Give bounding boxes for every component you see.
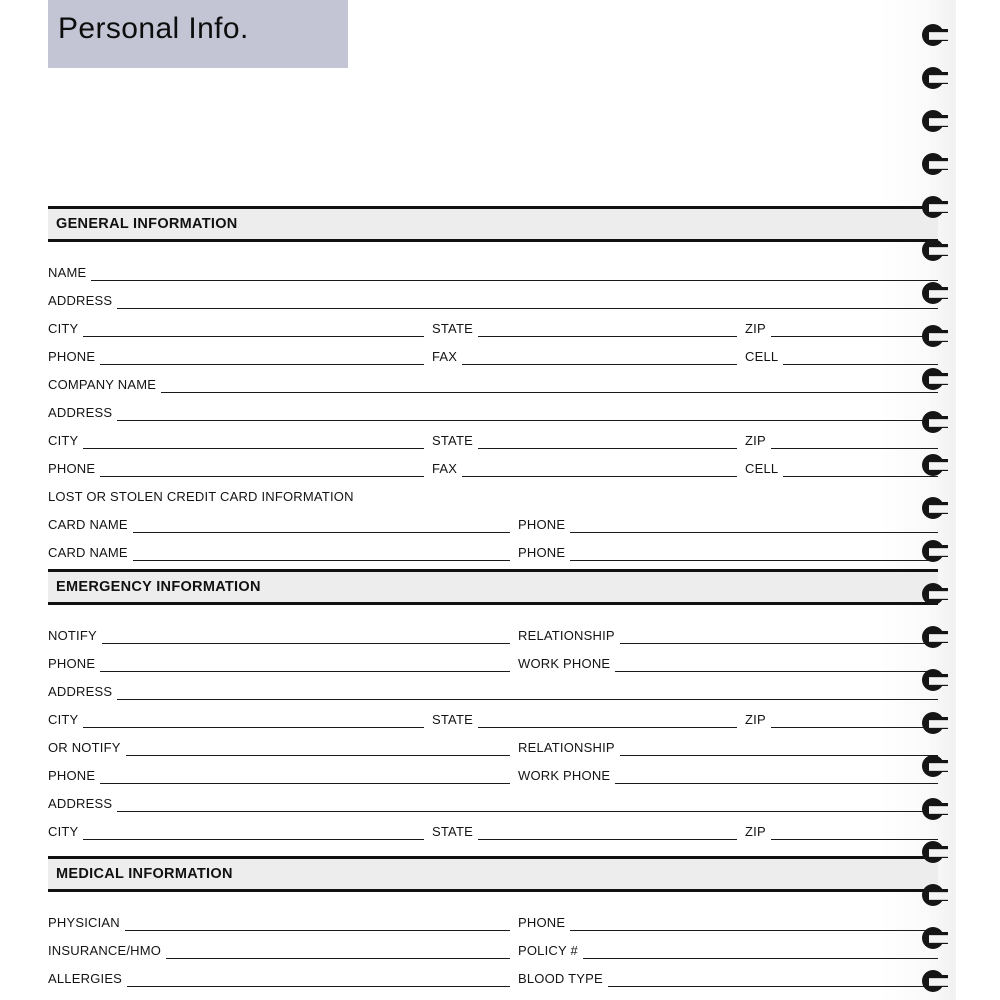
field-write-line[interactable] xyxy=(615,783,938,784)
section-header xyxy=(48,856,938,892)
form-field[interactable] xyxy=(518,962,938,990)
field-write-line[interactable] xyxy=(83,448,424,449)
field-write-line[interactable] xyxy=(478,336,737,337)
field-label: ZIP xyxy=(745,712,766,727)
section-header-label: EMERGENCY INFORMATION xyxy=(56,579,261,595)
form-field[interactable] xyxy=(518,731,938,759)
form-row xyxy=(48,619,938,647)
spiral-ring-icon xyxy=(922,798,948,824)
field-write-line[interactable] xyxy=(161,392,938,393)
form-field[interactable] xyxy=(48,452,424,480)
field-label: PHONE xyxy=(518,915,566,930)
field-label: ADDRESS xyxy=(48,796,113,811)
field-label: ALLERGIES xyxy=(48,971,123,986)
form-row xyxy=(48,962,938,990)
field-label: CARD NAME xyxy=(48,545,128,560)
spiral-ring-icon xyxy=(922,454,948,480)
form-field[interactable] xyxy=(48,787,938,815)
field-write-line[interactable] xyxy=(117,308,938,309)
field-label: CITY xyxy=(48,321,79,336)
field-write-line[interactable] xyxy=(100,783,510,784)
field-label: CITY xyxy=(48,712,79,727)
field-write-line[interactable] xyxy=(83,336,424,337)
spiral-ring-slot xyxy=(929,892,948,900)
field-label: WORK PHONE xyxy=(518,656,611,671)
field-write-line[interactable] xyxy=(83,727,424,728)
form-field[interactable] xyxy=(48,256,938,284)
field-label: NAME xyxy=(48,265,87,280)
form-field[interactable] xyxy=(48,906,510,934)
form-field[interactable] xyxy=(48,962,510,990)
form-field[interactable] xyxy=(48,619,510,647)
field-write-line[interactable] xyxy=(478,839,737,840)
form-field[interactable] xyxy=(745,815,938,843)
field-label: POLICY # xyxy=(518,943,578,958)
form-field[interactable] xyxy=(48,284,938,312)
spiral-binding xyxy=(912,0,956,1000)
spiral-ring-slot xyxy=(929,333,948,341)
form-field[interactable] xyxy=(518,759,938,787)
spiral-ring-icon xyxy=(922,669,948,695)
form-field[interactable] xyxy=(48,396,938,424)
spiral-ring-slot xyxy=(929,935,948,943)
form-field[interactable] xyxy=(432,815,737,843)
field-write-line[interactable] xyxy=(100,671,510,672)
field-label: RELATIONSHIP xyxy=(518,628,615,643)
spiral-ring-icon xyxy=(922,755,948,781)
field-label: PHONE xyxy=(518,517,566,532)
spiral-ring-slot xyxy=(929,548,948,556)
section-header xyxy=(48,206,938,242)
form-field xyxy=(48,480,938,508)
form-row xyxy=(48,731,938,759)
field-write-line[interactable] xyxy=(478,727,737,728)
spiral-ring-slot xyxy=(929,462,948,470)
form-field[interactable] xyxy=(48,759,510,787)
field-label: CELL xyxy=(745,461,779,476)
spiral-ring-icon xyxy=(922,368,948,394)
form-row xyxy=(48,396,938,424)
field-write-line[interactable] xyxy=(583,958,938,959)
form-field[interactable] xyxy=(48,340,424,368)
spiral-ring-icon xyxy=(922,497,948,523)
form-field[interactable] xyxy=(518,619,938,647)
spiral-ring-slot xyxy=(929,290,948,298)
spiral-ring-slot xyxy=(929,505,948,513)
spiral-ring-icon xyxy=(922,282,948,308)
form-field[interactable] xyxy=(432,340,737,368)
form-field[interactable] xyxy=(518,647,938,675)
form-field[interactable] xyxy=(745,424,938,452)
field-label: CARD NAME xyxy=(48,517,128,532)
form-field[interactable] xyxy=(745,312,938,340)
field-label: BLOOD TYPE xyxy=(518,971,603,986)
field-label: ADDRESS xyxy=(48,684,113,699)
form-field[interactable] xyxy=(432,452,737,480)
field-label: STATE xyxy=(432,321,473,336)
field-label: FAX xyxy=(432,461,458,476)
field-write-line[interactable] xyxy=(478,448,737,449)
field-write-line[interactable] xyxy=(91,280,938,281)
spiral-ring-icon xyxy=(922,67,948,93)
field-write-line[interactable] xyxy=(133,532,510,533)
field-label: PHONE xyxy=(48,461,96,476)
field-write-line[interactable] xyxy=(117,811,938,812)
form-field[interactable] xyxy=(745,340,938,368)
spiral-ring-slot xyxy=(929,32,948,40)
field-label: LOST OR STOLEN CREDIT CARD INFORMATION xyxy=(48,489,354,504)
spiral-ring-slot xyxy=(929,806,948,814)
form-row xyxy=(48,759,938,787)
form-field[interactable] xyxy=(48,675,938,703)
form-field[interactable] xyxy=(48,368,938,396)
field-write-line[interactable] xyxy=(462,364,737,365)
field-write-line[interactable] xyxy=(608,986,938,987)
form-field[interactable] xyxy=(518,906,938,934)
field-label: NOTIFY xyxy=(48,628,97,643)
spiral-ring-icon xyxy=(922,153,948,179)
form-row xyxy=(48,815,938,843)
field-label: PHYSICIAN xyxy=(48,915,120,930)
spiral-ring-slot xyxy=(929,75,948,83)
spiral-ring-icon xyxy=(922,970,948,996)
spiral-ring-slot xyxy=(929,161,948,169)
form-row xyxy=(48,368,938,396)
form-field[interactable] xyxy=(432,703,737,731)
field-write-line[interactable] xyxy=(570,560,938,561)
form-field[interactable] xyxy=(48,647,510,675)
form-row xyxy=(48,480,938,508)
spiral-ring-icon xyxy=(922,927,948,953)
field-label: CITY xyxy=(48,824,79,839)
form-field[interactable] xyxy=(48,536,510,564)
spiral-ring-icon xyxy=(922,712,948,738)
spiral-ring-slot xyxy=(929,720,948,728)
spiral-ring-slot xyxy=(929,849,948,857)
field-label: STATE xyxy=(432,824,473,839)
section-header-label: MEDICAL INFORMATION xyxy=(56,866,233,882)
form-field[interactable] xyxy=(745,452,938,480)
field-write-line[interactable] xyxy=(166,958,510,959)
form-field[interactable] xyxy=(48,312,424,340)
field-write-line[interactable] xyxy=(102,643,510,644)
form-field[interactable] xyxy=(48,424,424,452)
section-header xyxy=(48,569,938,605)
field-write-line[interactable] xyxy=(615,671,938,672)
form-row xyxy=(48,508,938,536)
form-row xyxy=(48,312,938,340)
form-row xyxy=(48,675,938,703)
spiral-ring-slot xyxy=(929,591,948,599)
spiral-ring-slot xyxy=(929,419,948,427)
spiral-ring-slot xyxy=(929,763,948,771)
form-row xyxy=(48,284,938,312)
spiral-ring-slot xyxy=(929,118,948,126)
spiral-ring-icon xyxy=(922,411,948,437)
spiral-ring-icon xyxy=(922,626,948,652)
form-field[interactable] xyxy=(48,703,424,731)
field-label: CITY xyxy=(48,433,79,448)
field-write-line[interactable] xyxy=(620,755,938,756)
spiral-ring-icon xyxy=(922,325,948,351)
field-label: FAX xyxy=(432,349,458,364)
form-field[interactable] xyxy=(432,424,737,452)
document-title-box xyxy=(48,0,348,68)
form-field[interactable] xyxy=(48,934,510,962)
field-write-line[interactable] xyxy=(117,420,938,421)
form-field[interactable] xyxy=(745,703,938,731)
field-write-line[interactable] xyxy=(570,930,938,931)
spiral-ring-icon xyxy=(922,540,948,566)
field-write-line[interactable] xyxy=(127,986,510,987)
field-label: PHONE xyxy=(48,656,96,671)
form-row xyxy=(48,934,938,962)
field-label: ZIP xyxy=(745,433,766,448)
spiral-ring-slot xyxy=(929,376,948,384)
form-row xyxy=(48,536,938,564)
spiral-ring-icon xyxy=(922,583,948,609)
field-label: STATE xyxy=(432,712,473,727)
field-label: WORK PHONE xyxy=(518,768,611,783)
field-write-line[interactable] xyxy=(570,532,938,533)
field-label: ZIP xyxy=(745,824,766,839)
field-write-line[interactable] xyxy=(83,839,424,840)
spiral-ring-icon xyxy=(922,884,948,910)
field-label: OR NOTIFY xyxy=(48,740,121,755)
spiral-ring-icon xyxy=(922,239,948,265)
field-write-line[interactable] xyxy=(100,476,424,477)
field-label: COMPANY NAME xyxy=(48,377,157,392)
spiral-ring-icon xyxy=(922,841,948,867)
form-field[interactable] xyxy=(518,934,938,962)
field-label: INSURANCE/HMO xyxy=(48,943,162,958)
field-write-line[interactable] xyxy=(100,364,424,365)
spiral-ring-slot xyxy=(929,634,948,642)
page-title: Personal Info. xyxy=(58,12,249,45)
field-label: ZIP xyxy=(745,321,766,336)
spiral-ring-slot xyxy=(929,978,948,986)
field-write-line[interactable] xyxy=(462,476,737,477)
field-label: PHONE xyxy=(518,545,566,560)
field-label: ADDRESS xyxy=(48,405,113,420)
form-row xyxy=(48,452,938,480)
spiral-ring-slot xyxy=(929,677,948,685)
spiral-ring-icon xyxy=(922,196,948,222)
form-field[interactable] xyxy=(518,536,938,564)
field-label: PHONE xyxy=(48,349,96,364)
spiral-ring-slot xyxy=(929,204,948,212)
spiral-ring-slot xyxy=(929,247,948,255)
field-label: CELL xyxy=(745,349,779,364)
spiral-ring-icon xyxy=(922,24,948,50)
spiral-ring-icon xyxy=(922,110,948,136)
field-write-line[interactable] xyxy=(133,560,510,561)
field-write-line[interactable] xyxy=(125,930,510,931)
field-write-line[interactable] xyxy=(126,755,510,756)
form-row xyxy=(48,256,938,284)
form-row xyxy=(48,906,938,934)
form-row xyxy=(48,647,938,675)
form-field[interactable] xyxy=(518,508,938,536)
field-label: STATE xyxy=(432,433,473,448)
form-field[interactable] xyxy=(432,312,737,340)
field-write-line[interactable] xyxy=(620,643,938,644)
field-write-line[interactable] xyxy=(117,699,938,700)
form-field[interactable] xyxy=(48,731,510,759)
field-label: PHONE xyxy=(48,768,96,783)
form-field[interactable] xyxy=(48,815,424,843)
field-label: ADDRESS xyxy=(48,293,113,308)
form-row xyxy=(48,424,938,452)
section-header-label: GENERAL INFORMATION xyxy=(56,216,238,232)
field-label: RELATIONSHIP xyxy=(518,740,615,755)
form-row xyxy=(48,787,938,815)
form-row xyxy=(48,703,938,731)
form-row xyxy=(48,340,938,368)
form-field[interactable] xyxy=(48,508,510,536)
